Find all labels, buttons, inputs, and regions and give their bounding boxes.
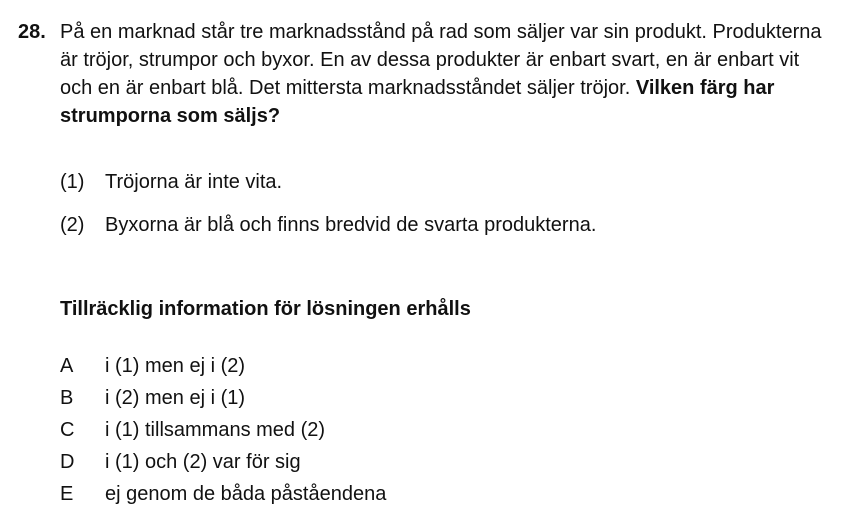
question-text: Vilken färg har strumporna som säljs? — [60, 77, 775, 127]
answer-option-d[interactable] — [60, 446, 386, 478]
answer-option-a[interactable] — [60, 350, 386, 382]
answer-option-c[interactable] — [60, 414, 386, 446]
answer-option-e[interactable] — [60, 478, 386, 510]
option-letter: B — [60, 387, 74, 409]
statement-2 — [60, 211, 596, 239]
option-text: i (1) och (2) var för sig — [105, 451, 301, 473]
question-stem — [60, 18, 830, 130]
option-letter: A — [60, 355, 74, 377]
question-stem-text: På en marknad står tre marknadsstånd på rad som säljer var sin produkt. Produkterna är tröjor, strumpor och byxor. En av dessa produkter är enbart svart, en är enbart vit och en är enbart blå. Det mittersta marknadsståndet säljer tröjor. — [60, 21, 822, 99]
statement-1-number: (1) — [60, 171, 85, 193]
statement-1-text: Tröjorna är inte vita. — [105, 171, 283, 193]
question-number: 28. — [18, 21, 46, 43]
option-text: i (1) men ej i (2) — [105, 355, 246, 377]
option-text: ej genom de båda påståendena — [105, 483, 387, 505]
answer-option-b[interactable] — [60, 382, 386, 414]
answer-options — [60, 350, 386, 510]
statement-2-number: (2) — [60, 214, 85, 236]
option-letter: C — [60, 419, 75, 441]
answer-subheading: Tillräcklig information för lösningen erhålls — [60, 298, 471, 320]
option-letter: E — [60, 483, 74, 505]
option-letter: D — [60, 451, 75, 473]
statement-2-text: Byxorna är blå och finns bredvid de svarta produkterna. — [105, 214, 597, 236]
option-text: i (1) tillsammans med (2) — [105, 419, 326, 441]
option-text: i (2) men ej i (1) — [105, 387, 246, 409]
statement-1 — [60, 168, 282, 196]
